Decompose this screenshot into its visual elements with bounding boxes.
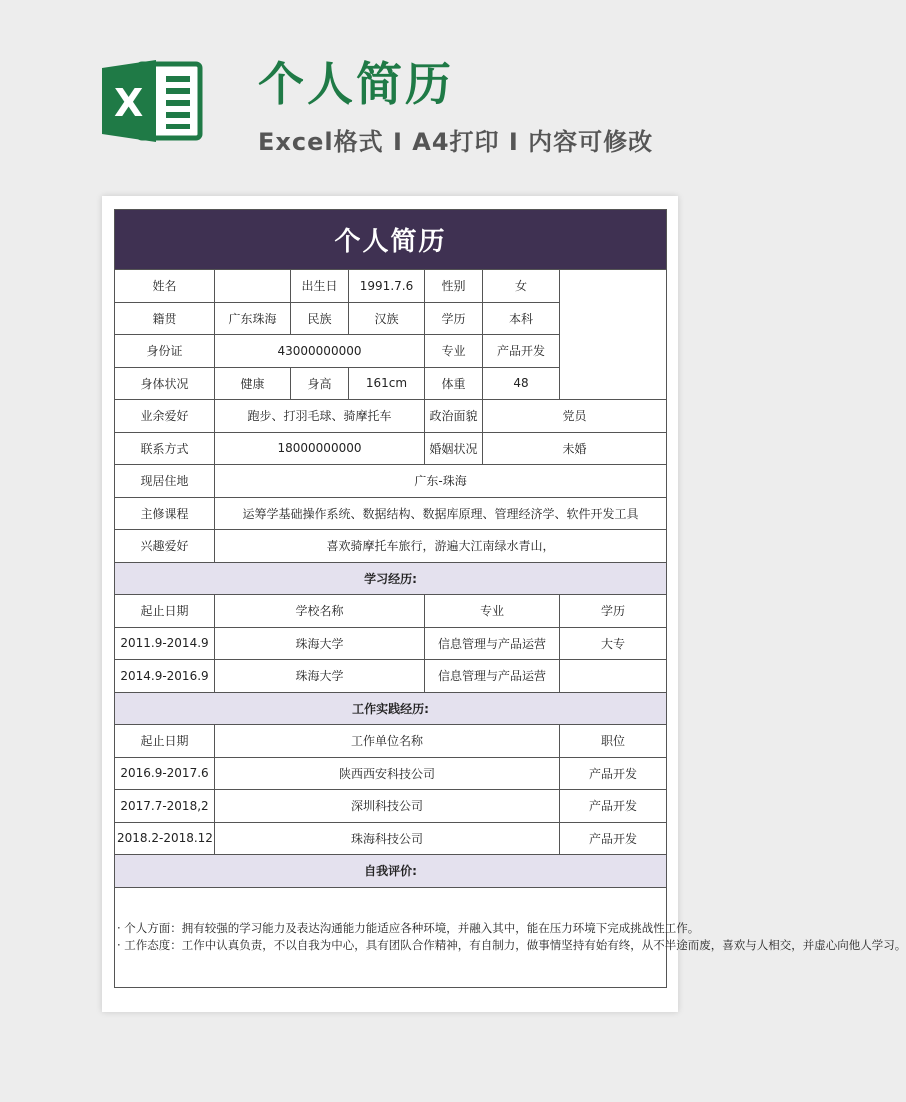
name-label: 姓名 xyxy=(115,270,215,303)
evaluation-line-personal: · 个人方面：拥有较强的学习能力及表达沟通能力能适应各种环境，并融入其中，能在压力环境下完成挑战性工作。 xyxy=(117,921,700,935)
work-header-position: 职位 xyxy=(560,725,667,758)
height-value[interactable]: 161cm xyxy=(349,367,425,400)
address-label: 现居住地 xyxy=(115,465,215,498)
origin-label: 籍贯 xyxy=(115,302,215,335)
table-row xyxy=(115,660,667,693)
major-label: 专业 xyxy=(425,335,483,368)
weight-label: 体重 xyxy=(425,367,483,400)
weight-value[interactable]: 48 xyxy=(483,367,560,400)
health-value[interactable]: 健康 xyxy=(215,367,291,400)
major-value[interactable]: 产品开发 xyxy=(483,335,560,368)
id-value[interactable]: 43000000000 xyxy=(215,335,425,368)
work-position[interactable]: 产品开发 xyxy=(560,790,667,823)
phone-value[interactable]: 18000000000 xyxy=(215,432,425,465)
work-date[interactable]: 2017.7-2018,2 xyxy=(115,790,215,823)
work-date[interactable]: 2016.9-2017.6 xyxy=(115,757,215,790)
svg-text:X: X xyxy=(114,81,144,125)
health-label: 身体状况 xyxy=(115,367,215,400)
evaluation-line-attitude: · 工作态度：工作中认真负责，不以自我为中心，具有团队合作精神，有自制力，做事情坚持有始有终，从不半途而废，喜欢与人相交，并虚心向他人学习。 xyxy=(117,938,906,952)
evaluation-heading: 自我评价: xyxy=(115,855,667,888)
sheet-title: 个人简历 xyxy=(115,210,667,270)
table-row xyxy=(115,627,667,660)
education-level-value[interactable]: 本科 xyxy=(483,302,560,335)
origin-value[interactable]: 广东珠海 xyxy=(215,302,291,335)
id-label: 身份证 xyxy=(115,335,215,368)
hero-subtitle: Excel格式 I A4打印 I 内容可修改 xyxy=(258,128,654,156)
edu-header-degree: 学历 xyxy=(560,595,667,628)
work-position[interactable]: 产品开发 xyxy=(560,757,667,790)
birth-label: 出生日 xyxy=(291,270,349,303)
edu-school[interactable]: 珠海大学 xyxy=(215,627,425,660)
work-company[interactable]: 陕西西安科技公司 xyxy=(215,757,560,790)
birth-value[interactable]: 1991.7.6 xyxy=(349,270,425,303)
gender-label: 性别 xyxy=(425,270,483,303)
work-company[interactable]: 珠海科技公司 xyxy=(215,822,560,855)
edu-date[interactable]: 2014.9-2016.9 xyxy=(115,660,215,693)
work-position[interactable]: 产品开发 xyxy=(560,822,667,855)
hero-banner xyxy=(0,0,780,200)
education-level-label: 学历 xyxy=(425,302,483,335)
edu-school[interactable]: 珠海大学 xyxy=(215,660,425,693)
interest-value[interactable]: 喜欢骑摩托车旅行，游遍大江南绿水青山， xyxy=(215,530,667,563)
table-row xyxy=(115,822,667,855)
hero-title: 个人简历 xyxy=(258,57,454,111)
photo-cell[interactable] xyxy=(560,270,667,400)
courses-value[interactable]: 运筹学基础操作系统、数据结构、数据库原理、管理经济学、软件开发工具 xyxy=(215,497,667,530)
evaluation-text[interactable] xyxy=(115,887,906,987)
resume-table xyxy=(114,209,906,988)
edu-header-major: 专业 xyxy=(425,595,560,628)
marital-value[interactable]: 未婚 xyxy=(483,432,667,465)
marital-label: 婚姻状况 xyxy=(425,432,483,465)
hobby-label: 业余爱好 xyxy=(115,400,215,433)
courses-label: 主修课程 xyxy=(115,497,215,530)
ethnicity-value[interactable]: 汉族 xyxy=(349,302,425,335)
edu-date[interactable]: 2011.9-2014.9 xyxy=(115,627,215,660)
excel-icon xyxy=(100,58,202,144)
table-row xyxy=(115,757,667,790)
work-date[interactable]: 2018.2-2018.12 xyxy=(115,822,215,855)
address-value[interactable]: 广东-珠海 xyxy=(215,465,667,498)
phone-label: 联系方式 xyxy=(115,432,215,465)
politics-label: 政治面貌 xyxy=(425,400,483,433)
edu-degree[interactable]: 大专 xyxy=(560,627,667,660)
work-header-date: 起止日期 xyxy=(115,725,215,758)
height-label: 身高 xyxy=(291,367,349,400)
work-header-company: 工作单位名称 xyxy=(215,725,560,758)
edu-major[interactable]: 信息管理与产品运营 xyxy=(425,627,560,660)
education-heading: 学习经历: xyxy=(115,562,667,595)
edu-header-date: 起止日期 xyxy=(115,595,215,628)
ethnicity-label: 民族 xyxy=(291,302,349,335)
politics-value[interactable]: 党员 xyxy=(483,400,667,433)
work-heading: 工作实践经历: xyxy=(115,692,667,725)
edu-major[interactable]: 信息管理与产品运营 xyxy=(425,660,560,693)
gender-value[interactable]: 女 xyxy=(483,270,560,303)
hobby-value[interactable]: 跑步、打羽毛球、骑摩托车 xyxy=(215,400,425,433)
name-value[interactable] xyxy=(215,270,291,303)
work-company[interactable]: 深圳科技公司 xyxy=(215,790,560,823)
table-row xyxy=(115,790,667,823)
interest-label: 兴趣爱好 xyxy=(115,530,215,563)
edu-header-school: 学校名称 xyxy=(215,595,425,628)
edu-degree[interactable] xyxy=(560,660,667,693)
